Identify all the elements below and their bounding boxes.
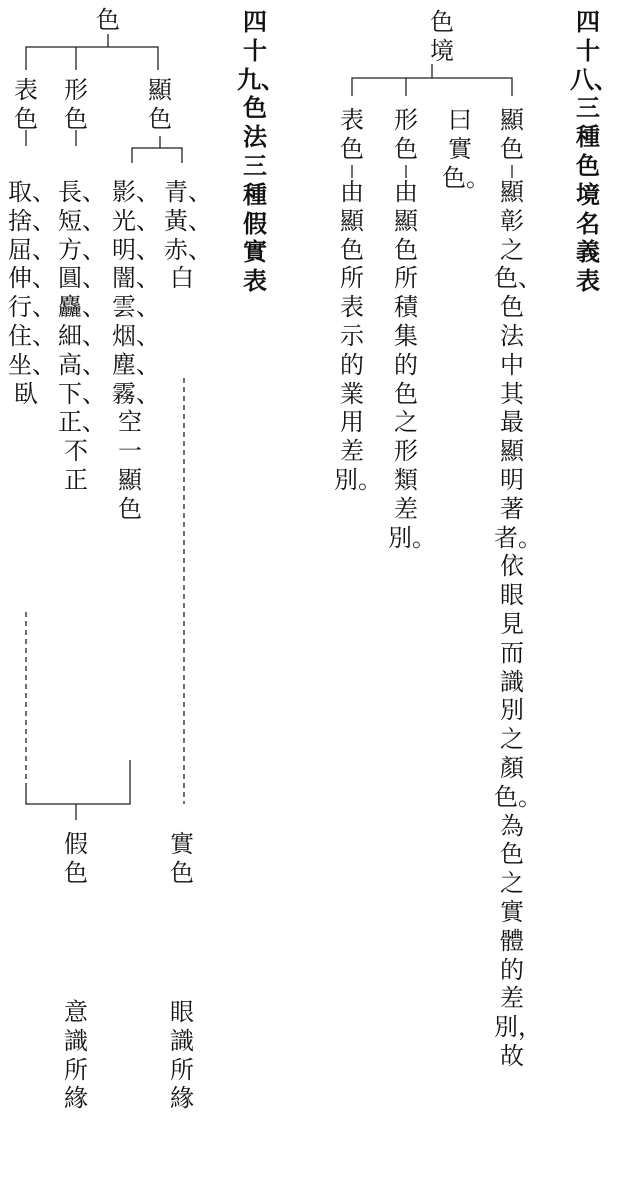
t49-bracket [26,47,158,70]
t48-xianse-label: 顯色 [500,106,524,163]
t49-shise-yuan: 眼識所緣 [170,998,194,1113]
t49-title: 四十九、色法三種假實表 [237,7,285,296]
t49-xianse-label: 顯色 [148,76,172,133]
t48-bracket [352,78,512,96]
t49-jiase-yuan: 意識所緣 [64,998,88,1113]
t49-jiase: 假色 [64,830,88,887]
t49-biaose-label: 表色 [14,76,38,133]
jiase-join [26,786,130,804]
t49-root: 色 [96,6,120,34]
t48-xianse-cont: 曰實色。 [442,106,490,192]
t49-xianse-other: 影、光、明、闇、雲、烟、塵、霧、空一顯色 [112,178,160,523]
t48-title: 四十八、三種色境名義表 [570,7,618,296]
t48-xingse-label: 形色 [394,106,418,163]
t48-biaose-text: 由顯色所表示的業用差別。 [334,178,382,494]
t49-xianse-real: 青、黃、赤、白 [164,178,212,293]
t48-xianse-text: 顯彰之色、色法中其最顯明著者。依眼見而識別之顏色。為色之實體的差別，故 [494,178,542,1070]
t48-xingse-text: 由顯色所積集的色之形類差別。 [388,178,436,552]
t49-xingse-items: 長、短、方、圓、麤、細、高、下、正、不正 [58,178,106,494]
t48-biaose-label: 表色 [340,106,364,163]
t48-root: 色境 [430,8,454,65]
t49-xingse-label: 形色 [64,76,88,133]
t49-shise: 實色 [170,830,194,887]
xianse-bracket [132,148,182,163]
t49-biaose-items: 取、捨、屈、伸、行、住、坐、臥 [8,178,56,408]
